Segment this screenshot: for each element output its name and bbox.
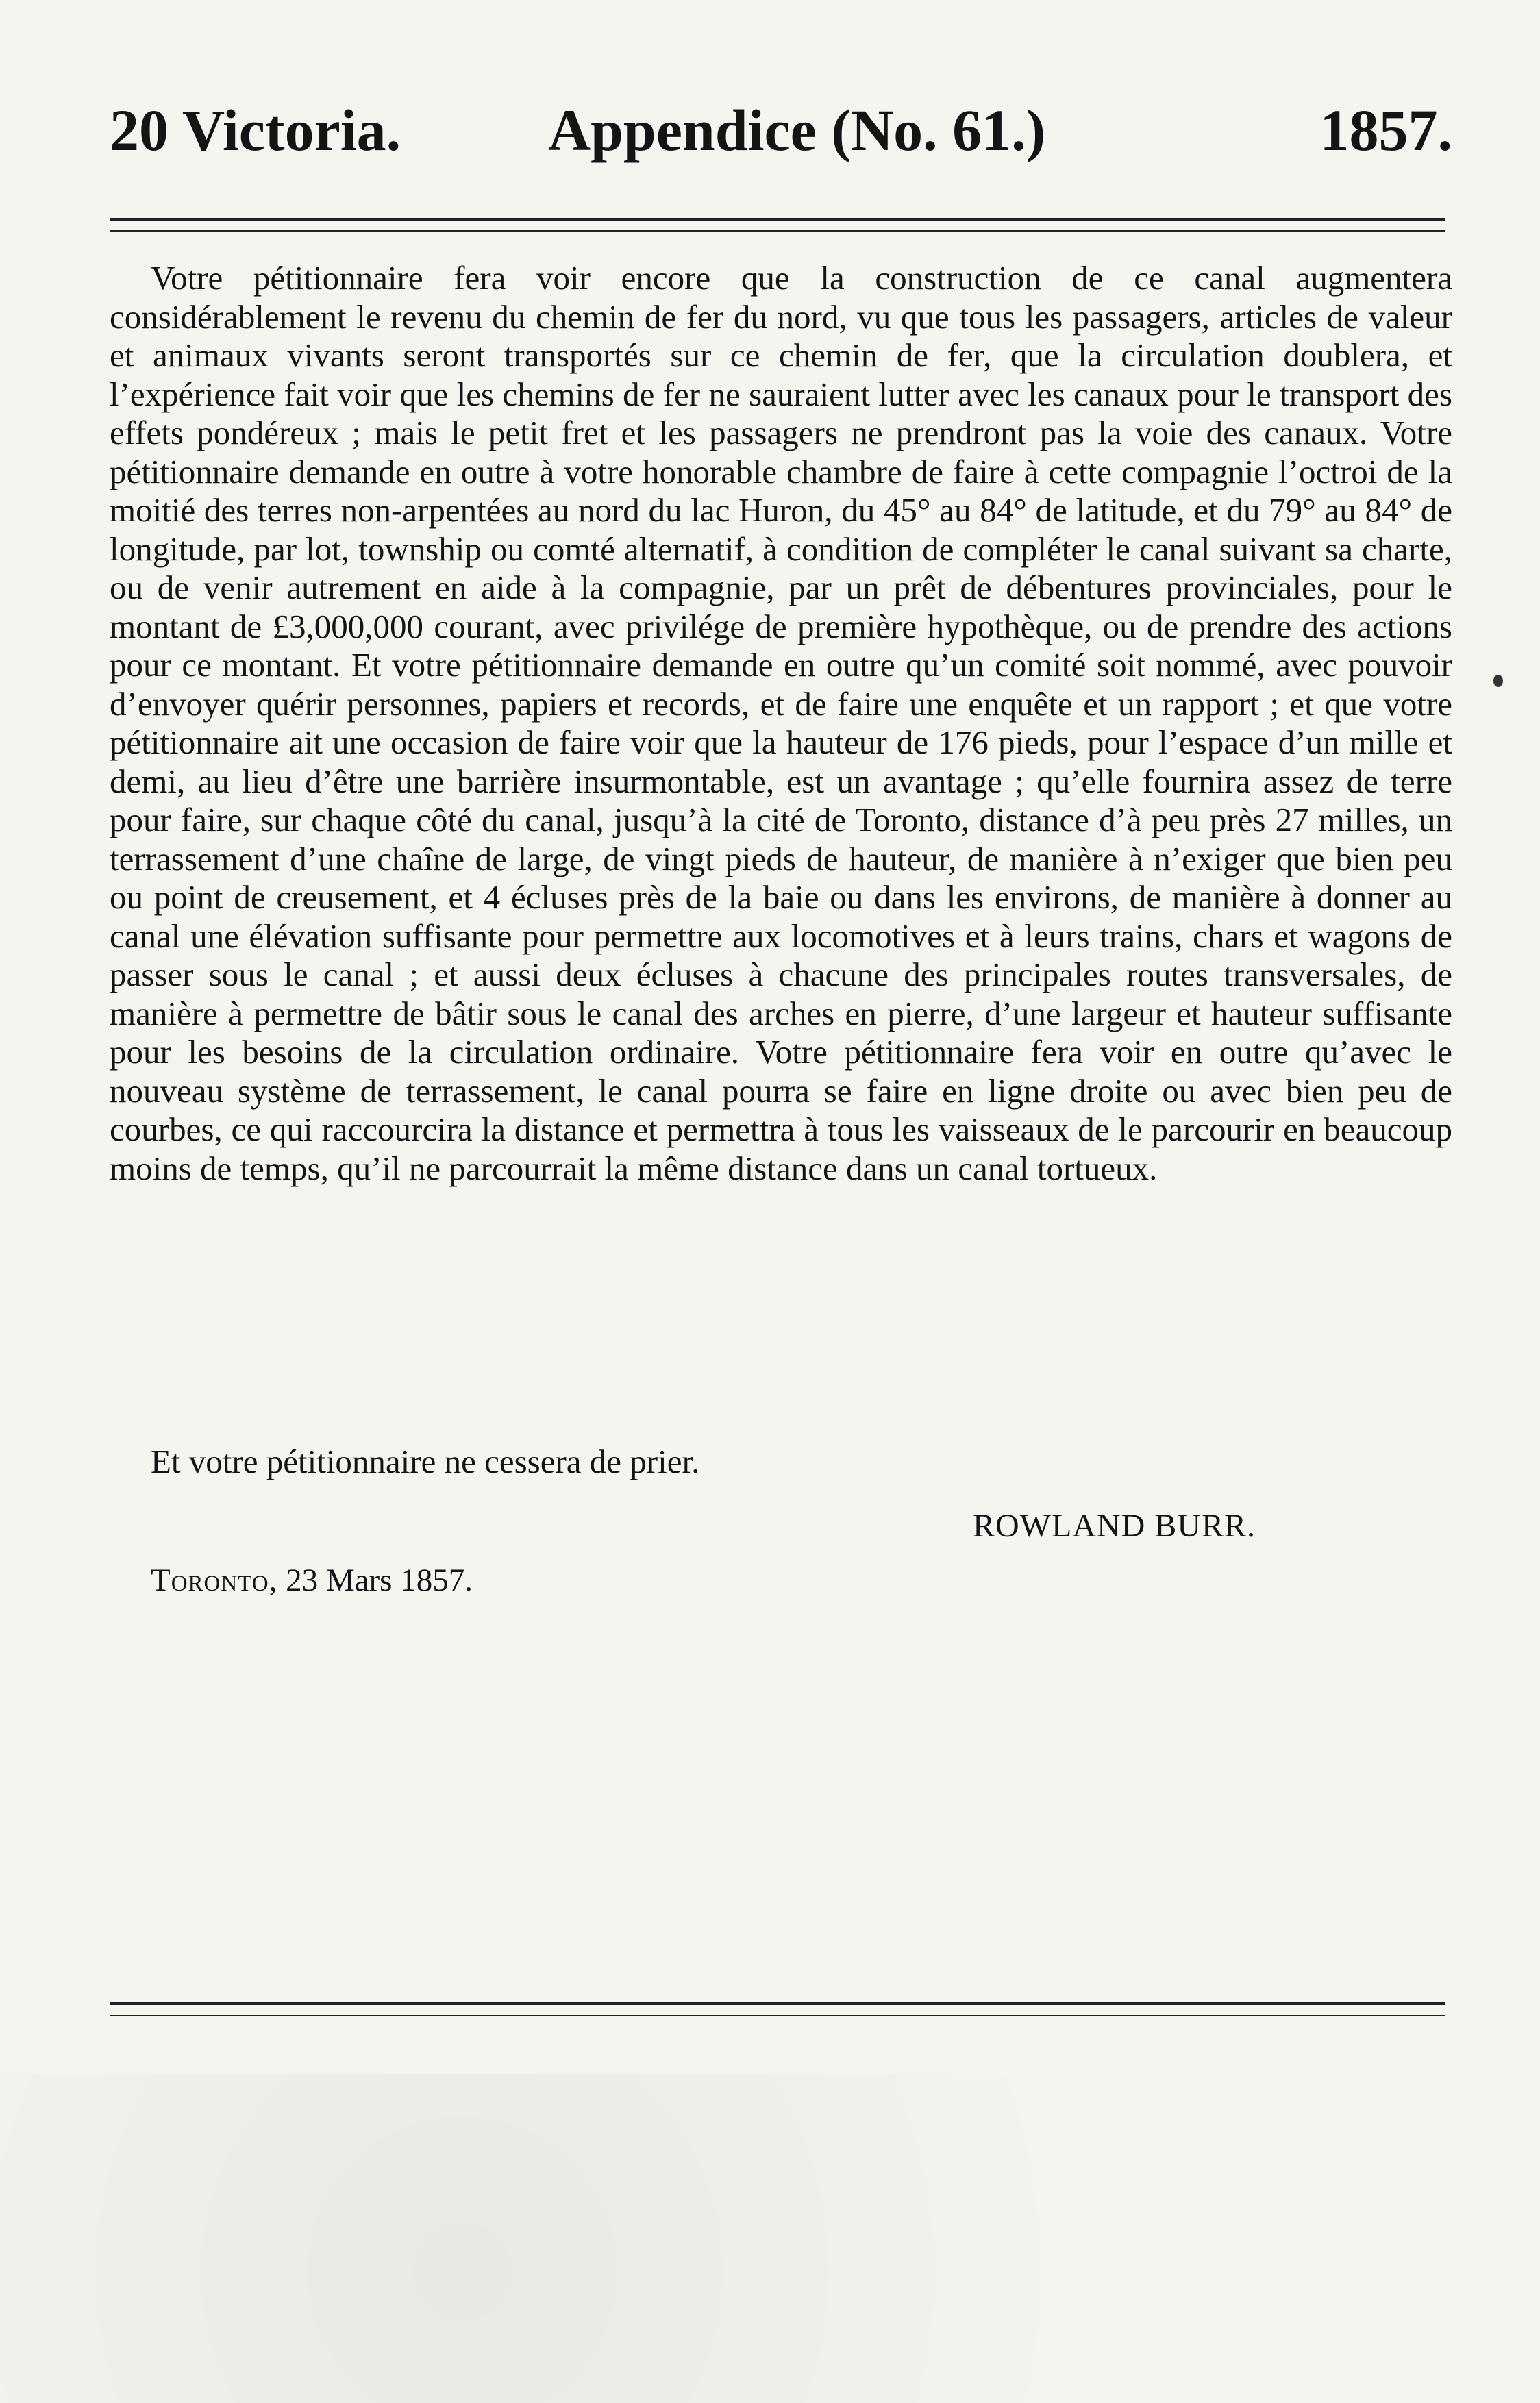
petition-body (110, 259, 1452, 1188)
paper-texture (0, 2074, 1540, 2403)
margin-ink-speck (1493, 675, 1503, 687)
date: 23 Mars 1857. (286, 1562, 473, 1598)
header-year: 1857. (1319, 97, 1452, 163)
header-regnal-year: 20 Victoria. (110, 97, 401, 163)
header-double-rule (110, 218, 1445, 232)
petition-paragraph: Votre pétitionnaire fera voir encore que la construction de ce canal augmentera considérablement le revenu du chemin de fer du nord, vu que tous les passagers, articles de valeur et animaux vivants seront transportés sur ce chemin de fer, que la circulation doublera, et l’expérience fait voir que les chemins de fer ne sauraient lutter avec les canaux pour le transport des effets pondéreux ; mais le petit fret et les passagers ne prendront pas la voie des canaux. Votre pétitionnaire demande en outre à votre honorable chambre de faire à cette compagnie l’octroi de la moitié des terres non-arpentées au nord du lac Huron, du 45° au 84° de latitude, et du 79° au 84° de longitude, par lot, township ou comté alternatif, à condition de compléter le canal suivant sa charte, ou de venir autrement en aide à la compagnie, par un prêt de débentures provinciales, pour le montant de £3,000,000 courant, avec privilége de première hypothèque, ou de prendre des actions pour ce montant. Et votre pétitionnaire demande en outre qu’un comité soit nommé, avec pouvoir d’envoyer quérir personnes, papiers et records, et de faire une enquête et un rapport ; et que votre pétitionnaire ait une occasion de faire voir que la hauteur de 176 pieds, pour l’espace d’un mille et demi, au lieu d’être une barrière insurmontable, est un avantage ; qu’elle fournira assez de terre pour faire, sur chaque côté du canal, jusqu’à la cité de Toronto, distance d’à peu près 27 milles, un terrassement d’une chaîne de large, de vingt pieds de hauteur, de manière à n’exiger que bien peu ou point de creusement, et 4 écluses près de la baie ou dans les environs, de manière à donner au canal une élévation suffisante pour permettre aux locomotives et à leurs trains, chars et wagons de passer sous le canal ; et aussi deux écluses à chacune des principales routes transversales, de manière à permettre de bâtir sous le canal des arches en pierre, d’une largeur et hauteur suffisante pour les besoins de la circulation ordinaire. Votre pétitionnaire fera voir en outre qu’avec le nouveau système de terrassement, le canal pourra se faire en ligne droite ou avec bien peu de courbes, ce qui raccourcira la distance et permettra à tous les vaisseaux de le parcourir en beaucoup moins de temps, qu’il ne parcourrait la même distance dans un canal tortueux. (110, 259, 1452, 1187)
place: Toronto, (151, 1562, 278, 1598)
running-header (110, 96, 1452, 171)
footer-double-rule (110, 2002, 1445, 2016)
place-and-date (151, 1562, 473, 1599)
header-appendix-number: Appendice (No. 61.) (548, 97, 1046, 163)
closing-line: Et votre pétitionnaire ne cessera de prier. (151, 1443, 700, 1480)
signature: ROWLAND BURR. (973, 1508, 1256, 1544)
